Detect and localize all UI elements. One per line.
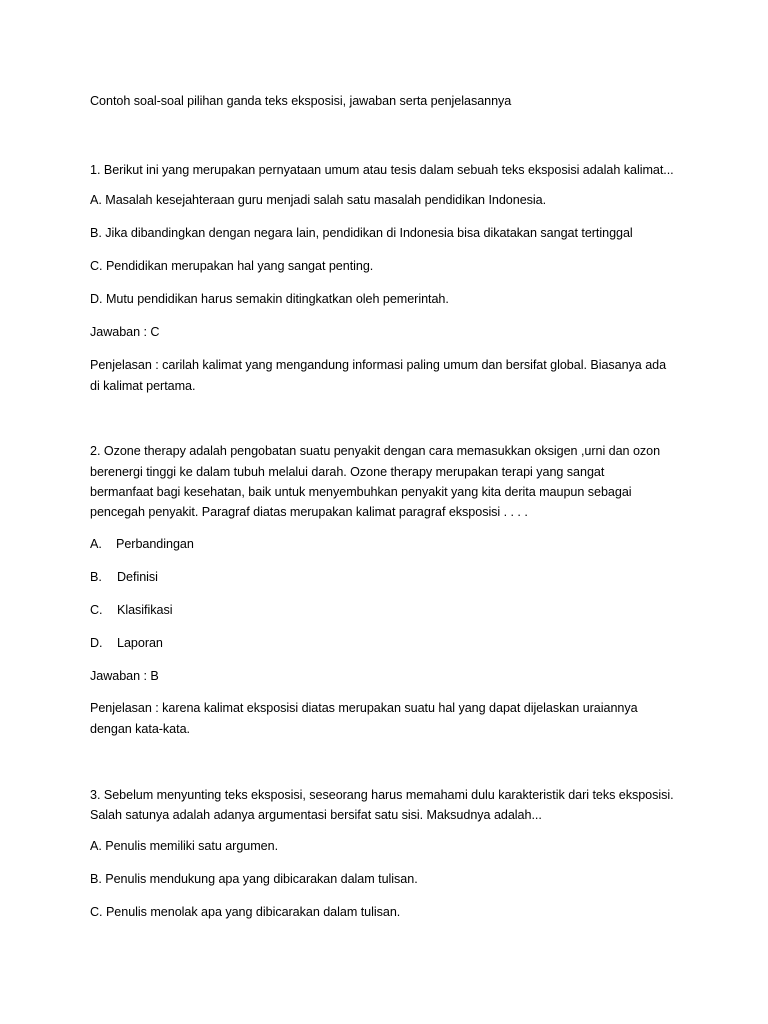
q2-option-a [90, 534, 194, 554]
q2-option-a-text: Perbandingan [116, 537, 194, 551]
question-2-line-1: 2. Ozone therapy adalah pengobatan suatu penyakit dengan cara memasukkan oksigen ,urni dan ozon [90, 444, 661, 458]
document-title: Contoh soal-soal pilihan ganda teks eksposisi, jawaban serta penjelasannya [90, 94, 512, 108]
question-2-line-3: bermanfaat bagi kesehatan, baik untuk menyembuhkan penyakit yang kita derita maupun sebagai [90, 485, 632, 499]
question-3-line-2: Salah satunya adalah adanya argumentasi bersifat satu sisi. Maksudnya adalah... [90, 808, 542, 822]
q2-explanation-line-2: dengan kata-kata. [90, 722, 190, 736]
q2-option-b-letter: B. [90, 570, 102, 584]
q1-option-c: C. Pendidikan merupakan hal yang sangat penting. [90, 259, 374, 273]
q1-answer: Jawaban : C [90, 325, 160, 339]
q2-answer: Jawaban : B [90, 669, 159, 683]
question-2-line-2: berenergi tinggi ke dalam tubuh melalui darah. Ozone therapy merupakan terapi yang sangat [90, 465, 605, 479]
q2-option-d-letter: D. [90, 636, 103, 650]
q1-option-d: D. Mutu pendidikan harus semakin ditingkatkan oleh pemerintah. [90, 292, 449, 306]
q2-option-c-letter: C. [90, 603, 103, 617]
question-1: 1. Berikut ini yang merupakan pernyataan umum atau tesis dalam sebuah teks eksposisi adalah kalimat... [90, 163, 674, 177]
q3-option-b: B. Penulis mendukung apa yang dibicarakan dalam tulisan. [90, 872, 418, 886]
q2-option-c-text: Klasifikasi [117, 603, 173, 617]
question-3-line-1: 3. Sebelum menyunting teks eksposisi, seseorang harus memahami dulu karakteristik dari teks eksposisi. [90, 788, 674, 802]
q2-option-a-letter: A. [90, 537, 102, 551]
q2-option-b-text: Definisi [117, 570, 158, 584]
q2-option-b [90, 567, 158, 587]
q2-explanation-line-1: Penjelasan : karena kalimat eksposisi diatas merupakan suatu hal yang dapat dijelaskan uraiannya [90, 701, 638, 715]
question-2-line-4: pencegah penyakit. Paragraf diatas merupakan kalimat paragraf eksposisi . . . . [90, 505, 528, 519]
q2-option-d [90, 633, 163, 653]
q3-option-a: A. Penulis memiliki satu argumen. [90, 839, 279, 853]
q1-option-b: B. Jika dibandingkan dengan negara lain, pendidikan di Indonesia bisa dikatakan sangat tertinggal [90, 226, 633, 240]
q2-option-d-text: Laporan [117, 636, 163, 650]
q1-explanation-line-2: di kalimat pertama. [90, 379, 196, 393]
q3-option-c: C. Penulis menolak apa yang dibicarakan dalam tulisan. [90, 905, 401, 919]
q1-explanation-line-1: Penjelasan : carilah kalimat yang mengandung informasi paling umum dan bersifat global. Biasanya ada [90, 358, 667, 372]
q1-option-a: A. Masalah kesejahteraan guru menjadi salah satu masalah pendidikan Indonesia. [90, 193, 547, 207]
q2-option-c [90, 600, 172, 620]
